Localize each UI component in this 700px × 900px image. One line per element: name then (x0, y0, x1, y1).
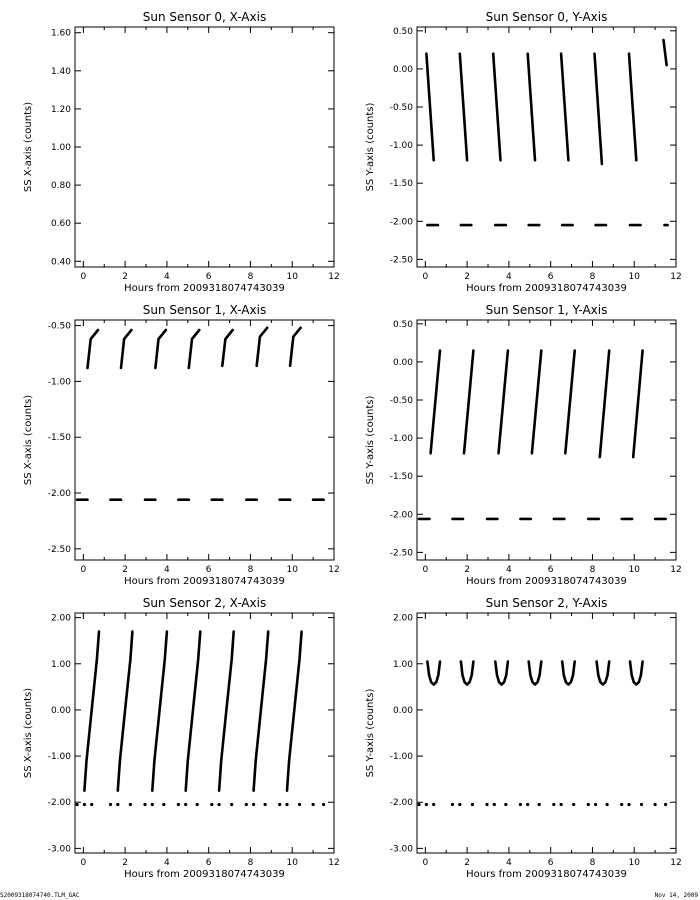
y-tick-label: -2.50 (47, 544, 71, 555)
data-point (116, 803, 119, 806)
data-point (162, 803, 165, 806)
data-track (595, 54, 602, 164)
data-track (460, 54, 467, 161)
y-tick-label: -2.00 (389, 217, 413, 228)
y-tick-label: 0.00 (50, 705, 71, 716)
x-tick-label: 6 (205, 272, 212, 282)
x-tick-label: 12 (670, 858, 682, 868)
plot-frame (75, 320, 334, 560)
x-tick-label: 0 (422, 858, 429, 868)
y-tick-label: 0.00 (392, 64, 413, 75)
x-tick-label: 2 (122, 858, 128, 868)
y-tick-label: -1.50 (389, 179, 413, 190)
chart-title: Sun Sensor 0, Y-Axis (485, 10, 608, 24)
y-tick-label: -2.00 (389, 510, 413, 521)
data-track (461, 662, 474, 685)
data-point (177, 803, 180, 806)
chart-panel-1 (365, 10, 682, 294)
x-tick-label: 0 (422, 272, 429, 282)
data-track (287, 632, 302, 791)
chart-panel-4 (23, 596, 340, 880)
data-track (186, 632, 201, 791)
x-tick-label: 8 (589, 565, 596, 575)
x-axis-label: Hours from 2009318074743039 (124, 576, 285, 587)
y-tick-label: -2.50 (389, 548, 413, 559)
plot-frame (417, 27, 676, 267)
data-point (278, 803, 281, 806)
data-track (88, 330, 99, 368)
y-tick-label: 1.00 (50, 143, 71, 153)
x-tick-label: 12 (670, 272, 682, 282)
data-track (121, 330, 131, 368)
data-point (594, 803, 597, 806)
x-tick-label: 2 (464, 858, 470, 868)
y-tick-label: 1.20 (50, 104, 71, 115)
x-tick-label: 2 (464, 565, 470, 575)
data-track (431, 351, 440, 454)
x-axis-label: Hours from 2009318074743039 (466, 576, 627, 587)
x-axis-label: Hours from 2009318074743039 (466, 283, 627, 294)
y-tick-label: 0.80 (50, 181, 71, 192)
chart-title: Sun Sensor 1, X-Axis (142, 303, 267, 317)
x-tick-label: 0 (422, 565, 429, 575)
data-track (152, 632, 167, 791)
chart-panel-0 (23, 10, 340, 294)
x-tick-label: 6 (547, 272, 554, 282)
data-point (627, 803, 630, 806)
data-point (485, 803, 488, 806)
y-tick-label: 2.00 (392, 613, 413, 624)
data-track (629, 54, 636, 161)
data-point (560, 803, 563, 806)
y-tick-label: -1.50 (47, 433, 71, 444)
data-point (196, 803, 199, 806)
x-tick-label: 6 (205, 858, 212, 868)
data-point (425, 803, 428, 806)
x-tick-label: 4 (506, 858, 512, 868)
data-point (298, 803, 301, 806)
data-point (90, 803, 93, 806)
y-axis-label: SS X-axis (counts) (23, 687, 34, 779)
y-tick-label: 1.00 (392, 659, 413, 670)
data-point (552, 803, 555, 806)
plot-frame (417, 320, 676, 560)
data-track (257, 328, 268, 366)
data-track (600, 351, 609, 458)
x-tick-label: 10 (286, 272, 298, 282)
chart-title: Sun Sensor 2, Y-Axis (485, 596, 608, 610)
data-track (493, 54, 500, 161)
y-tick-label: 2.00 (50, 613, 71, 624)
data-point (587, 803, 590, 806)
data-track (290, 328, 301, 366)
data-track (499, 351, 508, 454)
data-track (495, 662, 508, 685)
x-tick-label: 4 (164, 858, 170, 868)
plot-frame (75, 27, 334, 267)
data-point (151, 803, 154, 806)
data-track (219, 632, 234, 791)
x-tick-label: 8 (589, 272, 596, 282)
y-tick-label: 0.00 (392, 705, 413, 716)
x-tick-label: 8 (589, 858, 596, 868)
data-point (252, 803, 255, 806)
data-point (184, 803, 187, 806)
y-tick-label: -0.50 (389, 396, 413, 406)
y-tick-label: 1.60 (50, 28, 71, 39)
data-track (630, 662, 643, 685)
x-tick-label: 0 (80, 565, 87, 575)
chart-panel-5 (365, 596, 682, 880)
x-tick-label: 2 (122, 565, 128, 575)
data-track (426, 54, 433, 161)
y-tick-label: -2.00 (47, 798, 71, 809)
data-point (640, 803, 643, 806)
y-tick-label: -1.50 (389, 472, 413, 483)
data-point (572, 803, 575, 806)
data-point (245, 803, 248, 806)
data-track (528, 54, 535, 161)
data-track (118, 632, 133, 791)
data-track (155, 330, 166, 368)
y-axis-label: SS Y-axis (counts) (365, 395, 376, 485)
data-track (532, 351, 541, 454)
chart-title: Sun Sensor 0, X-Axis (142, 10, 267, 24)
x-tick-label: 2 (122, 272, 128, 282)
footer-date: Nov 14, 2009 (654, 892, 698, 899)
data-point (504, 803, 507, 806)
data-track (561, 54, 568, 161)
y-tick-label: -1.00 (47, 752, 71, 763)
data-point (458, 803, 461, 806)
y-tick-label: -3.00 (47, 844, 71, 855)
y-tick-label: -3.00 (389, 844, 413, 855)
data-point (418, 803, 421, 806)
x-tick-label: 4 (506, 565, 512, 575)
data-point (129, 803, 132, 806)
x-tick-label: 10 (286, 565, 298, 575)
y-axis-label: SS X-axis (counts) (23, 101, 34, 193)
y-tick-label: 0.00 (392, 357, 413, 368)
data-track (664, 40, 667, 65)
data-point (519, 803, 522, 806)
y-tick-label: -1.00 (389, 434, 413, 445)
chart-panel-2 (23, 303, 340, 587)
data-point (664, 803, 667, 806)
chart-title: Sun Sensor 1, Y-Axis (485, 303, 608, 317)
x-axis-label: Hours from 2009318074743039 (124, 869, 285, 880)
y-tick-label: -1.00 (47, 377, 71, 388)
data-point (109, 803, 112, 806)
data-track (254, 632, 269, 791)
y-tick-label: 0.50 (392, 26, 413, 37)
data-point (451, 803, 454, 806)
data-track (189, 330, 200, 368)
data-point (493, 803, 496, 806)
data-point (322, 803, 325, 806)
x-tick-label: 6 (205, 565, 212, 575)
x-axis-label: Hours from 2009318074743039 (466, 869, 627, 880)
data-track (427, 662, 440, 685)
data-point (654, 803, 657, 806)
chart-panel-3 (365, 303, 682, 587)
y-tick-label: 1.00 (50, 659, 71, 670)
data-point (230, 803, 233, 806)
x-tick-label: 10 (286, 858, 298, 868)
data-point (432, 803, 435, 806)
data-point (471, 803, 474, 806)
x-tick-label: 10 (628, 858, 640, 868)
y-tick-label: -2.00 (47, 489, 71, 500)
x-tick-label: 12 (670, 565, 682, 575)
x-tick-label: 4 (506, 272, 512, 282)
chart-title: Sun Sensor 2, X-Axis (142, 596, 267, 610)
y-tick-label: 0.40 (50, 257, 71, 268)
data-track (84, 632, 99, 791)
y-axis-label: SS Y-axis (counts) (365, 102, 376, 192)
data-point (76, 803, 79, 806)
data-point (285, 803, 288, 806)
data-point (538, 803, 541, 806)
y-axis-label: SS Y-axis (counts) (365, 688, 376, 778)
y-tick-label: 0.50 (392, 319, 413, 330)
data-track (597, 662, 610, 685)
data-track (565, 351, 574, 454)
data-track (464, 351, 473, 454)
x-tick-label: 6 (547, 565, 554, 575)
data-point (620, 803, 623, 806)
data-track (562, 662, 575, 685)
plot-frame (417, 613, 676, 853)
x-axis-label: Hours from 2009318074743039 (124, 283, 285, 294)
x-tick-label: 10 (628, 565, 640, 575)
data-point (264, 803, 267, 806)
x-tick-label: 4 (164, 565, 170, 575)
x-tick-label: 12 (328, 858, 340, 868)
footer-filename: S2009318074740.TLM_GAC (0, 892, 80, 899)
x-tick-label: 8 (247, 565, 254, 575)
x-tick-label: 4 (164, 272, 170, 282)
y-tick-label: -0.50 (47, 321, 71, 332)
data-point (606, 803, 609, 806)
x-tick-label: 6 (547, 858, 554, 868)
data-track (633, 351, 642, 458)
data-point (83, 803, 86, 806)
x-tick-label: 8 (247, 858, 254, 868)
y-axis-label: SS X-axis (counts) (23, 394, 34, 486)
x-tick-label: 8 (247, 272, 254, 282)
data-point (210, 803, 213, 806)
x-tick-label: 0 (80, 272, 87, 282)
data-track (222, 330, 232, 366)
y-tick-label: -0.50 (389, 103, 413, 113)
x-tick-label: 10 (628, 272, 640, 282)
data-point (526, 803, 529, 806)
data-point (218, 803, 221, 806)
data-point (312, 803, 315, 806)
x-tick-label: 12 (328, 565, 340, 575)
y-tick-label: -2.00 (389, 798, 413, 809)
x-tick-label: 12 (328, 272, 340, 282)
plot-frame (75, 613, 334, 853)
data-point (143, 803, 146, 806)
y-tick-label: -1.00 (389, 752, 413, 763)
y-tick-label: -2.50 (389, 255, 413, 266)
y-tick-label: -1.00 (389, 141, 413, 152)
x-tick-label: 0 (80, 858, 87, 868)
x-tick-label: 2 (464, 272, 470, 282)
data-track (529, 662, 542, 685)
y-tick-label: 0.60 (50, 219, 71, 230)
y-tick-label: 1.40 (50, 66, 71, 77)
